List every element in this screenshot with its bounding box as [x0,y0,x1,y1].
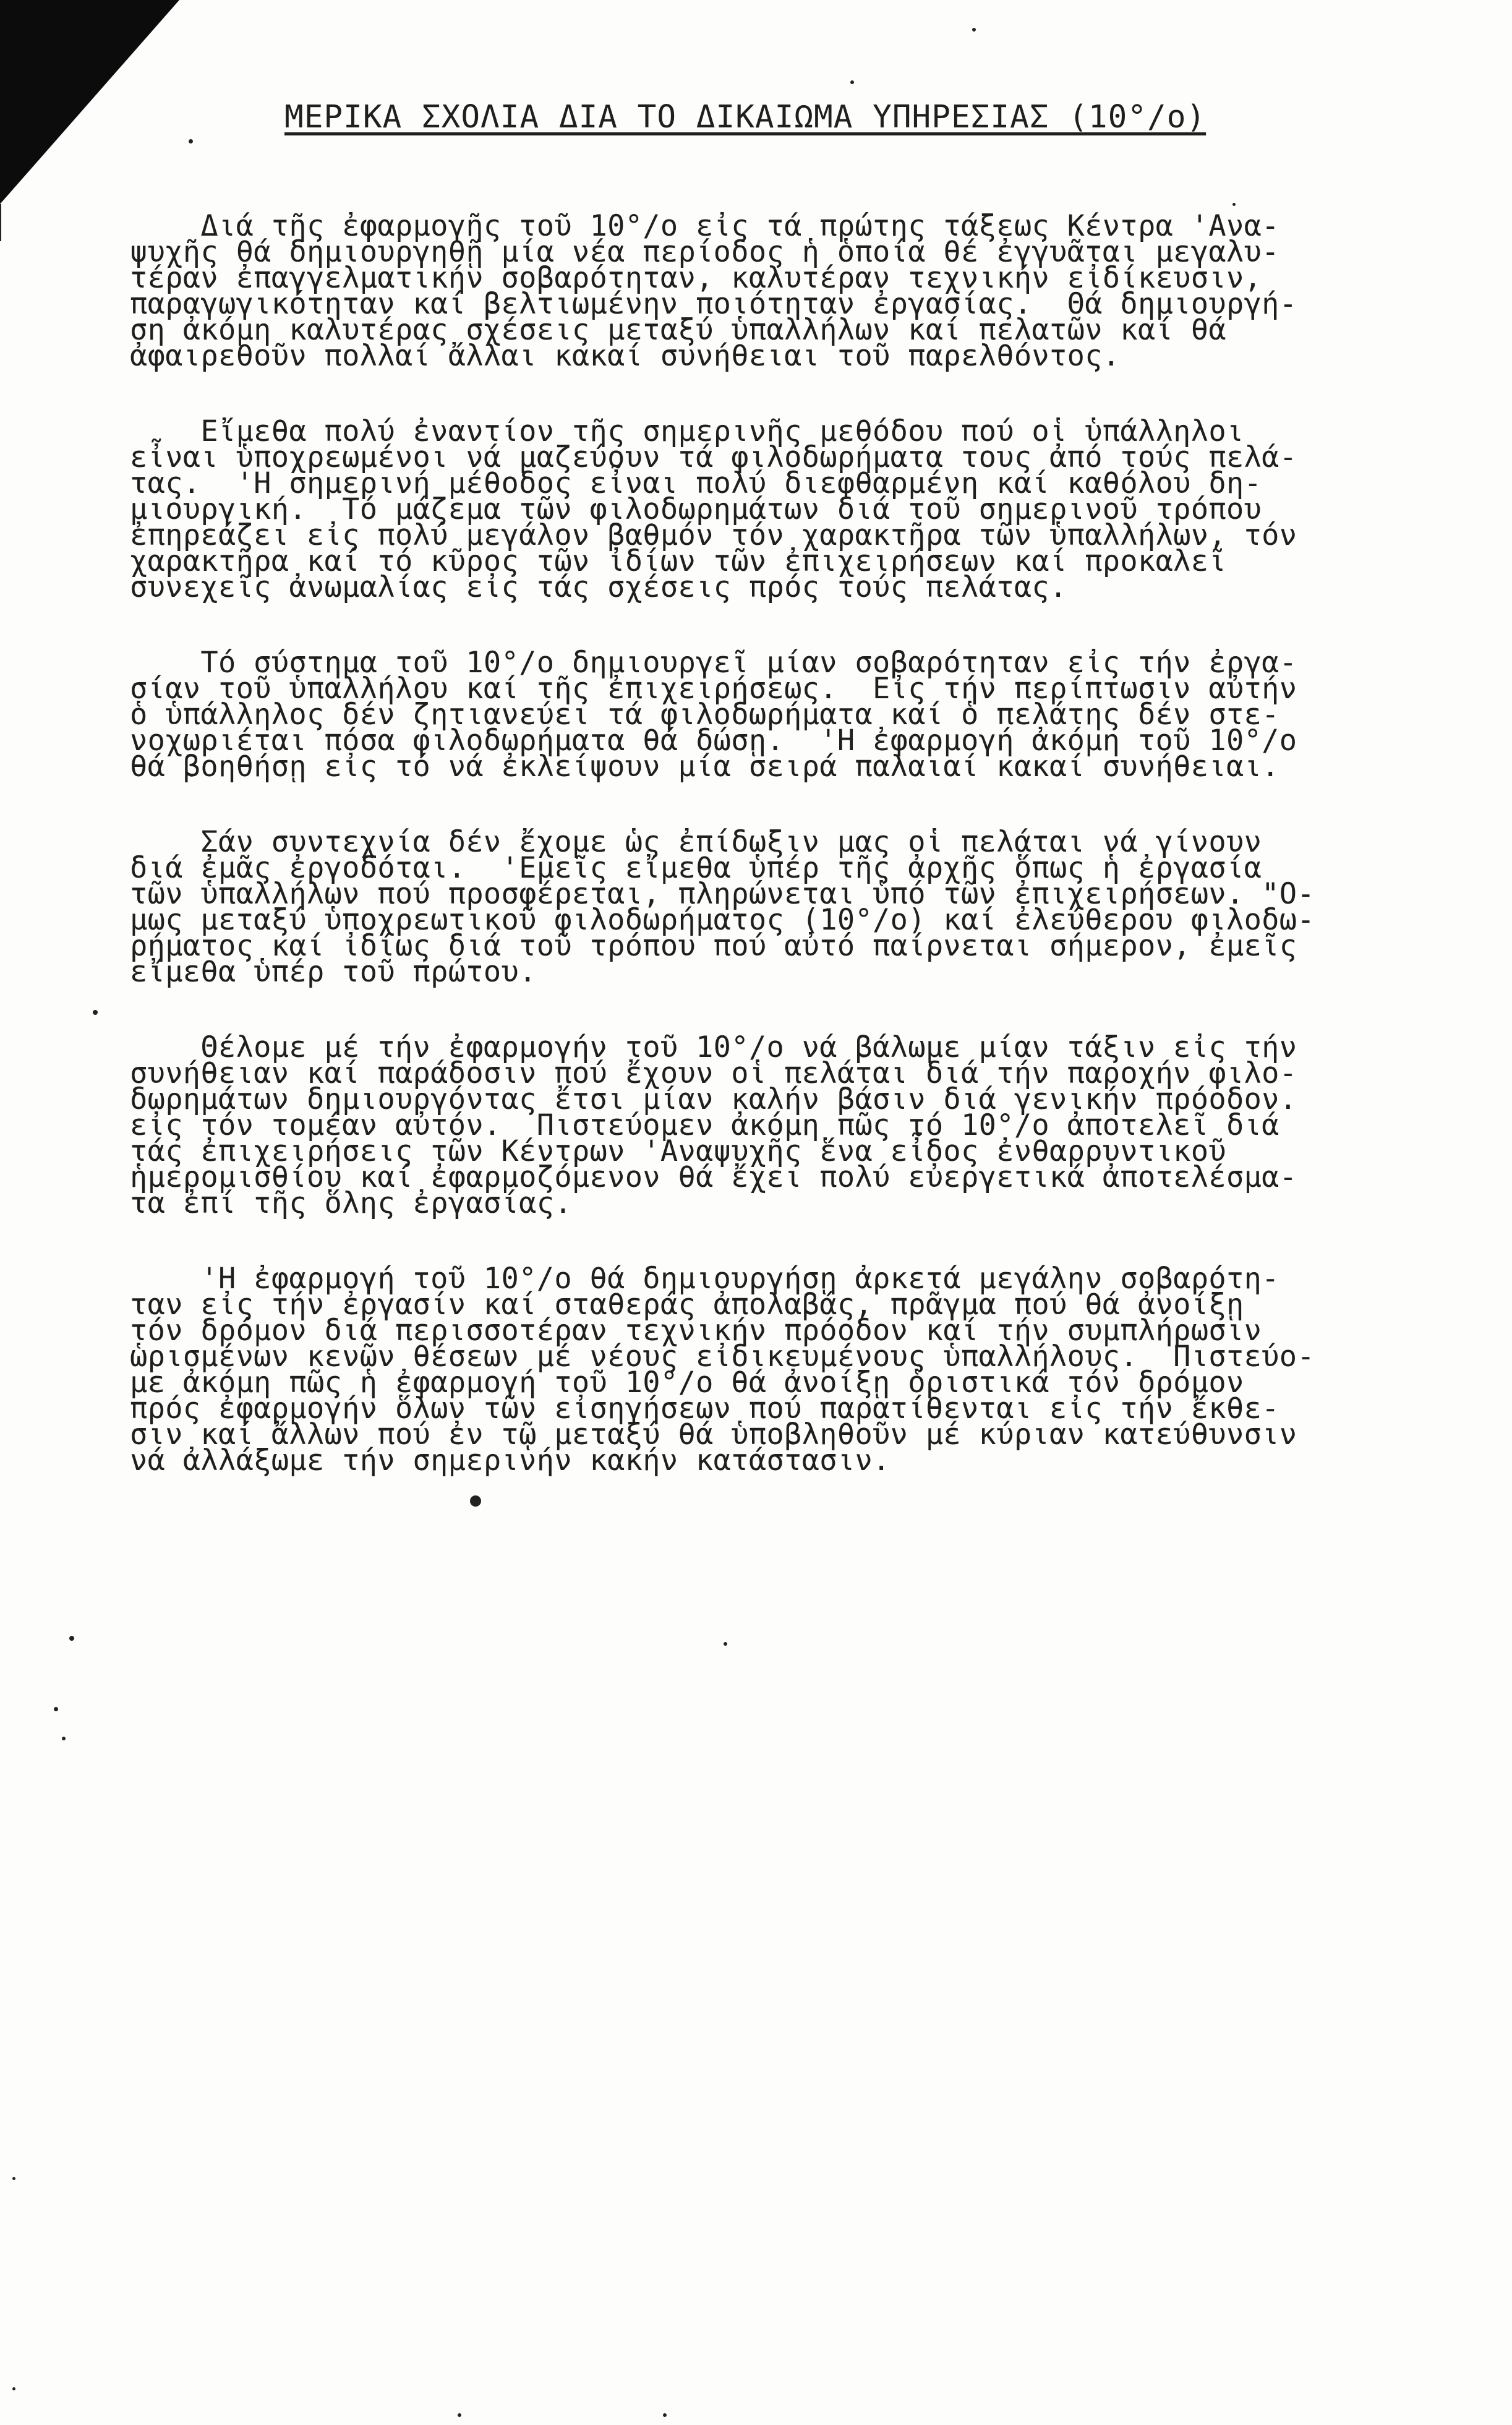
paragraph [130,209,1398,373]
text-line: ἐπηρεάζει εἰς πολύ μεγάλον βαθμόν τόν χαρακτῆρα τῶν ὑπαλλήλων, τόν [130,518,1297,552]
scan-speck [189,139,193,143]
text-line: τάς ἐπιχειρήσεις τῶν Κέντρων 'Αναψυχῆς ἕνα εἶδος ἐνθαρρυντικοῦ [130,1134,1226,1168]
text-line: θά βοηθήσῃ εἰς τό νά ἐκλείψουν μία σειρά παλαιαί κακαί συνήθειαι. [130,750,1279,784]
text-line: ρήματος καί ἰδίως διά τοῦ τρόπου πού αὐτό παίρνεται σήμερον, ἐμεῖς [130,929,1297,963]
corner-edge-mark [0,204,1,241]
scan-speck [1232,203,1236,206]
scan-speck [972,28,976,32]
scan-speck [54,1707,58,1711]
text-line: τόν δρόμον διά περισσοτέραν τεχνικήν πρόοδον καί τήν συμπλήρωσιν [130,1314,1262,1348]
scan-speck [470,1495,481,1507]
text-line: με ἀκόμη πῶς ἡ ἐφαρμογή τοῦ 10°/ο θά ἀνοίξῃ ὁριστικά τόν δρόμον [130,1366,1244,1400]
paragraph [130,1262,1398,1478]
scan-speck [458,2413,461,2417]
text-line: νοχωριέται πόσα φιλοδωρήματα θά δώσῃ. 'Η ἐφαρμογή ἀκόμη τοῦ 10°/ο [130,724,1297,758]
scan-speck [12,2177,15,2180]
text-line: ταν εἰς τήν ἐργασίν καί σταθεράς ἀπολαβάς, πρᾶγμα πού θά ἀνοίξῃ [130,1288,1244,1322]
folded-corner [0,0,179,204]
paragraph [130,646,1398,784]
text-line: σίαν τοῦ ὑπαλλήλου καί τῆς ἐπιχειρήσεως. Εἰς τήν περίπτωσιν αὐτήν [130,672,1297,706]
scan-speck [62,1737,66,1740]
text-line: ὡρισμένων κενῶν θέσεων μέ νέους εἰδικευμένους ὑπαλλήλους. Πιστεύο- [130,1340,1315,1374]
text-line: εἶναι ὑποχρεωμένοι νά μαζεύουν τά φιλοδωρήματα τους ἀπό τούς πελά- [130,440,1297,474]
text-line: ἡμερομισθίου καί ἐφαρμοζόμενον θά ἔχει πολύ εὐεργετικά ἀποτελέσμα- [130,1160,1297,1194]
paragraph [130,825,1398,989]
scan-speck [663,2413,667,2417]
paragraph [130,414,1398,604]
text-line: τέραν ἐπαγγελματικήν σοβαρότηταν, καλυτέραν τεχνικήν εἰδίκευσιν, [130,261,1262,295]
text-line: νά ἀλλάξωμε τήν σημερινήν κακήν κατάστασιν. [130,1443,891,1478]
text-line: τας. 'Η σημερινή μέθοδος εἶναι πολύ διεφθαρμένη καί καθόλου δη- [130,466,1262,500]
text-line: Τό σύστημα τοῦ 10°/ο δημιουργεῖ μίαν σοβαρότηταν εἰς τήν ἐργα- [130,646,1297,680]
text-line: ση ἀκόμη καλυτέρας σχέσεις μεταξύ ὑπαλλήλων καί πελατῶν καί θά [130,313,1226,347]
text-line: μως μεταξύ ὑποχρεωτικοῦ φιλοδωρήματος (10°/ο) καί ἐλεύθερου φιλοδω- [130,903,1315,937]
text-line: συνήθειαν καί παράδοσιν πού ἔχουν οἱ πελάται διά τήν παροχήν φιλο- [130,1056,1297,1090]
paragraph [130,1030,1398,1220]
text-line: Σάν συντεχνία δέν ἔχομε ὡς ἐπίδωξιν μας οἱ πελάται νά γίνουν [130,825,1262,859]
text-line: δωρημάτων δημιουργόντας ἔτσι μίαν καλήν βάσιν διά γενικήν πρόοδον. [130,1082,1297,1116]
text-line: μιουργική. Τό μάζεμα τῶν φιλοδωρημάτων διά τοῦ σημερινοῦ τρόπου [130,492,1262,526]
text-line: πρός ἐφαρμογήν ὅλων τῶν εἰσηγήσεων πού παρατίθενται εἰς τήν ἔκθε- [130,1392,1279,1426]
text-line: 'Η ἐφαρμογή τοῦ 10°/ο θά δημιουργήσῃ ἀρκετά μεγάλην σοβαρότη- [130,1262,1279,1296]
scan-speck [69,1636,74,1641]
scan-speck [93,1010,98,1015]
text-line: ψυχῆς θά δημιουργηθῇ μία νέα περίοδος ἡ ὁποία θέ ἐγγυᾶται μεγαλυ- [130,235,1279,269]
text-line: Θέλομε μέ τήν ἐφαρμογήν τοῦ 10°/ο νά βάλωμε μίαν τάξιν εἰς τήν [130,1030,1297,1064]
document-title: ΜΕΡΙΚΑ ΣΧΟΛΙΑ ΔΙΑ ΤΟ ΔΙΚΑΙΩΜΑ ΥΠΗΡΕΣΙΑΣ (10°/ο) [284,99,1207,135]
text-line: εἰς τόν τομέαν αὐτόν. Πιστεύομεν ἀκόμη πῶς τό 10°/ο ἀποτελεῖ διά [130,1108,1279,1142]
text-line: ὁ ὑπάλληλος δέν ζητιανεύει τά φιλοδωρήματα καί ὁ πελάτης δέν στε- [130,698,1279,732]
text-line: χαρακτῆρα καί τό κῦρος τῶν ἰδίων τῶν ἐπιχειρήσεων καί προκαλεῖ [130,544,1226,578]
text-line: συνεχεῖς ἀνωμαλίας εἰς τάς σχέσεις πρός τούς πελάτας. [130,570,1067,604]
scan-speck [12,2387,15,2390]
document-body [130,209,1398,1523]
text-line: τῶν ὑπαλλήλων πού προσφέρεται, πληρώνεται ὑπό τῶν ἐπιχειρήσεων. "Ο- [130,877,1315,911]
text-line: ἀφαιρεθοῦν πολλαί ἄλλαι κακαί συνήθειαι τοῦ παρελθόντος. [130,339,1121,373]
text-line: Εἴμεθα πολύ ἐναντίον τῆς σημερινῆς μεθόδου πού οἱ ὑπάλληλοι [130,414,1244,448]
text-line: σιν καί ἄλλων πού ἐν τῷ μεταξύ θά ὑποβληθοῦν μέ κύριαν κατεύθυνσιν [130,1418,1297,1452]
scan-speck [724,1642,727,1646]
text-line: Διά τῆς ἐφαρμογῆς τοῦ 10°/ο εἰς τά πρώτης τάξεως Κέντρα 'Ανα- [130,209,1279,243]
scan-speck [850,80,854,84]
text-line: διά ἐμᾶς ἐργοδόται. 'Εμεῖς εἴμεθα ὑπέρ τῆς ἀρχῆς ὅπως ἡ ἐργασία [130,851,1262,885]
text-line: τα ἐπί τῆς ὅλης ἐργασίας. [130,1186,572,1220]
text-line: παραγωγικότηταν καί βελτιωμένην ποιότηταν ἐργασίας. Θά δημιουργή- [130,287,1297,321]
text-line: εἴμεθα ὑπέρ τοῦ πρώτου. [130,955,537,989]
